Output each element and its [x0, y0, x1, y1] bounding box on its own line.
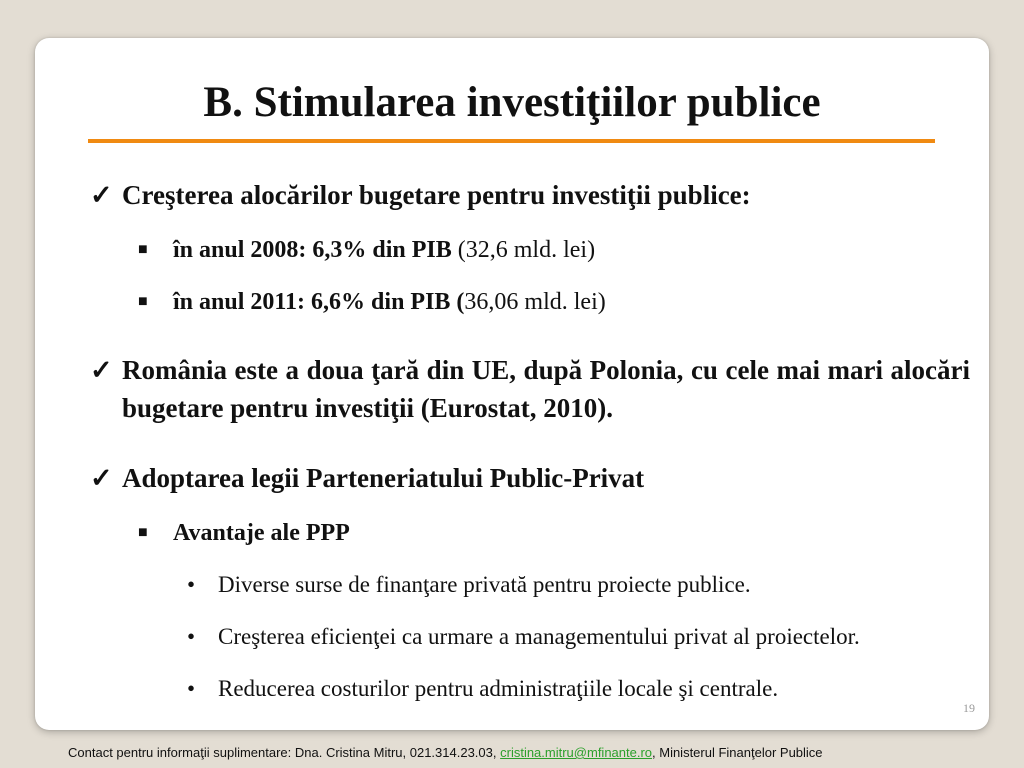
bullet-ppp-law	[90, 459, 970, 497]
sub-bullet-2008	[138, 235, 938, 265]
sub-bullet-text: Avantaje ale PPP	[173, 520, 350, 546]
sub-bullet-2011-rest: 36,06 mld. lei)	[464, 289, 606, 315]
advantage-item	[187, 570, 977, 600]
dot-bullet-icon: •	[187, 572, 196, 597]
check-icon: ✓	[90, 180, 113, 210]
slide-number: 19	[963, 701, 975, 715]
sub-bullet-2008-rest: (32,6 mld. lei)	[451, 237, 596, 263]
check-icon: ✓	[90, 463, 113, 493]
slide-title: B. Stimularea investiţiilor publice	[203, 79, 821, 126]
square-bullet-icon: ■	[138, 241, 148, 258]
footer-email-link[interactable]: cristina.mitru@mfinante.ro	[500, 745, 653, 760]
sub-bullet-ppp-advantages	[138, 518, 938, 548]
footer-contact	[68, 745, 823, 760]
bullet-text: Adoptarea legii Parteneriatului Public-Privat	[122, 463, 645, 493]
square-bullet-icon: ■	[138, 293, 148, 310]
square-bullet-icon: ■	[138, 524, 148, 541]
bullet-budget-increase	[90, 176, 970, 214]
advantage-item	[187, 622, 977, 652]
bullet-text: Creşterea alocărilor bugetare pentru investiţii publice:	[122, 180, 751, 210]
advantage-item	[187, 674, 977, 704]
dot-bullet-icon: •	[187, 676, 196, 701]
slide-card	[35, 38, 989, 730]
sub-bullet-2008-bold: în anul 2008: 6,3% din PIB	[173, 237, 452, 263]
sub-bullet-2011	[138, 287, 938, 317]
bullet-romania-second	[90, 351, 970, 427]
sub-bullet-2011-bold: în anul 2011: 6,6% din PIB (	[173, 289, 465, 315]
advantage-text: Creşterea eficienţei ca urmare a managementului privat al proiectelor.	[218, 624, 860, 649]
dot-bullet-icon: •	[187, 624, 196, 649]
check-icon: ✓	[90, 355, 113, 385]
footer-suffix: , Ministerul Finanţelor Publice	[652, 745, 823, 760]
bullet-text: România este a doua ţară din UE, după Polonia, cu cele mai mari alocări bugetare pentru investiţii (Eurostat, 2010).	[122, 355, 970, 423]
advantage-text: Diverse surse de finanţare privată pentru proiecte publice.	[218, 572, 751, 597]
title-underline	[88, 139, 935, 143]
advantage-text: Reducerea costurilor pentru administraţiile locale şi centrale.	[218, 676, 779, 701]
footer-prefix: Contact pentru informaţii suplimentare: Dna. Cristina Mitru, 021.314.23.03,	[68, 745, 501, 760]
